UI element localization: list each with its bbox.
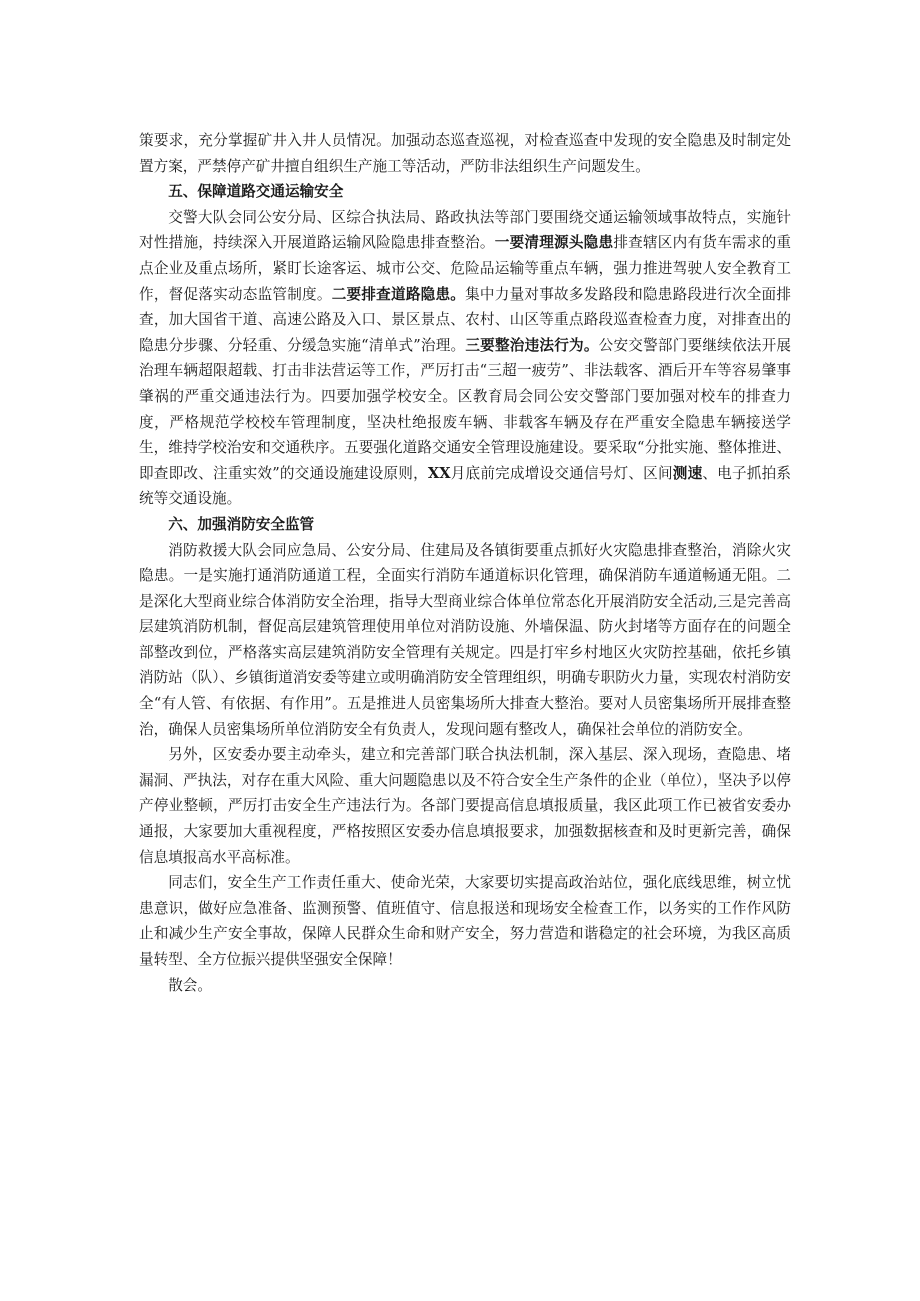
emphasis-4: XX	[427, 464, 451, 482]
section-heading-5: 五、保障道路交通运输安全	[168, 183, 344, 201]
text-run: 交警大队会同公安分局、区综合执法局、路政执法等部门要围绕交通运输领域事故特点，实施针对性措施，持续深入开展道路运输风险隐患排查整治。	[139, 208, 791, 252]
emphasis-3: 三要整治违法行为。	[465, 336, 599, 354]
emphasis-1: 一要清理源头隐患	[494, 234, 614, 252]
text-run: 、电子抓拍系统等交通设施。	[139, 464, 791, 508]
paragraph-section-6: 消防救援大队会同应急局、公安分局、住建局及各镇街要重点抓好火灾隐患排查整治，消除火灾隐患。一是实施打通消防通道工程，全面实行消防车通道标识化管理，确保消防车通道畅通无阻。二是深化大型商业综合体消防安全治理，指导大型商业综合体单位常态化开展消防安全活动,三是完善高层建筑消防机制，督促高层建筑管理使用单位对消防设施、外墙保温、防火封堵等方面存在的问题全部整改到位，严格落实高层建筑消防安全管理有关规定。四是打牢乡村地区火灾防控基础，依托乡镇消防站（队）、乡镇街道消安委等建立或明确消防安全管理组织，明确专职防火力量，实现农村消防安全“有人管、有依据、有作用”。五是推进人员密集场所大排查大整治。要对人员密集场所开展排查整治，确保人员密集场所单位消防安全有负责人，发现问题有整改人，确保社会单位的消防安全。	[139, 541, 791, 738]
section-heading-6: 六、加强消防安全监管	[168, 515, 315, 533]
document-body	[139, 128, 791, 998]
paragraph-closing: 同志们，安全生产工作责任重大、使命光荣，大家要切实提高政治站位，强化底线思维，树立忧患意识，做好应急准备、监测预警、值班值守、信息报送和现场安全检查工作，以务实的工作作风防止和减少生产安全事故，保障人民群众生命和财产安全，努力营造和谐稳定的社会环境，为我区高质量转型、全方位振兴提供坚强安全保障！	[139, 874, 791, 968]
paragraph-additional: 另外，区安委办要主动牵头，建立和完善部门联合执法机制，深入基层、深入现场，查隐患、堵漏洞、严执法，对存在重大风险、重大问题隐患以及不符合安全生产条件的企业（单位），坚决予以停产停业整顿，严厉打击安全生产违法行为。各部门要提高信息填报质量，我区此项工作已被省安委办通报，大家要加大重视程度，严格按照区安委办信息填报要求，加强数据核查和及时更新完善，确保信息填报高水平高标准。	[139, 746, 791, 866]
text-run: 月底前完成增设交通信号灯、区间	[450, 464, 673, 482]
text-run: 公安交警部门要继续依法开展治理车辆超限超载、打击非法营运等工作，严厉打击“三超一疲劳”、非法载客、酒后开车等容易肇事肇祸的严重交通违法行为。四要加强学校安全。区教育局会同公安交警部门要加强对校车的排查力度，严格规范学校校车管理制度，坚决杜绝报废车辆、非载客车辆及存在严重安全隐患车辆接送学生，维持学校治安和交通秩序。五要强化道路交通安全管理设施建设。要采取“分批实施、整体推进、即查即改、注重实效”的交通设施建设原则，	[139, 336, 791, 482]
paragraph-section-5	[139, 205, 791, 512]
emphasis-5: 测速	[672, 464, 703, 482]
paragraph-intro: 策要求，充分掌握矿井入井人员情况。加强动态巡查巡视，对检查巡查中发现的安全隐患及时制定处置方案，严禁停产矿井擅自组织生产施工等活动，严防非法组织生产问题发生。	[139, 132, 791, 175]
emphasis-2: 二要排查道路隐患。	[331, 285, 466, 303]
text-run: 集中力量对事故多发路段和隐患路段进行次全面排查，加大国省干道、高速公路及入口、景区景点、农村、山区等重点路段巡查检查力度，对排查出的隐患分步骤、分轻重、分缓急实施“清单式”治理。	[139, 285, 791, 354]
paragraph-adjourn: 散会。	[168, 976, 212, 994]
text-run: 排查辖区内有货车需求的重点企业及重点场所，紧盯长途客运、城市公交、危险品运输等重点车辆，强力推进驾驶人安全教育工作，督促落实动态监管制度。	[139, 234, 791, 303]
